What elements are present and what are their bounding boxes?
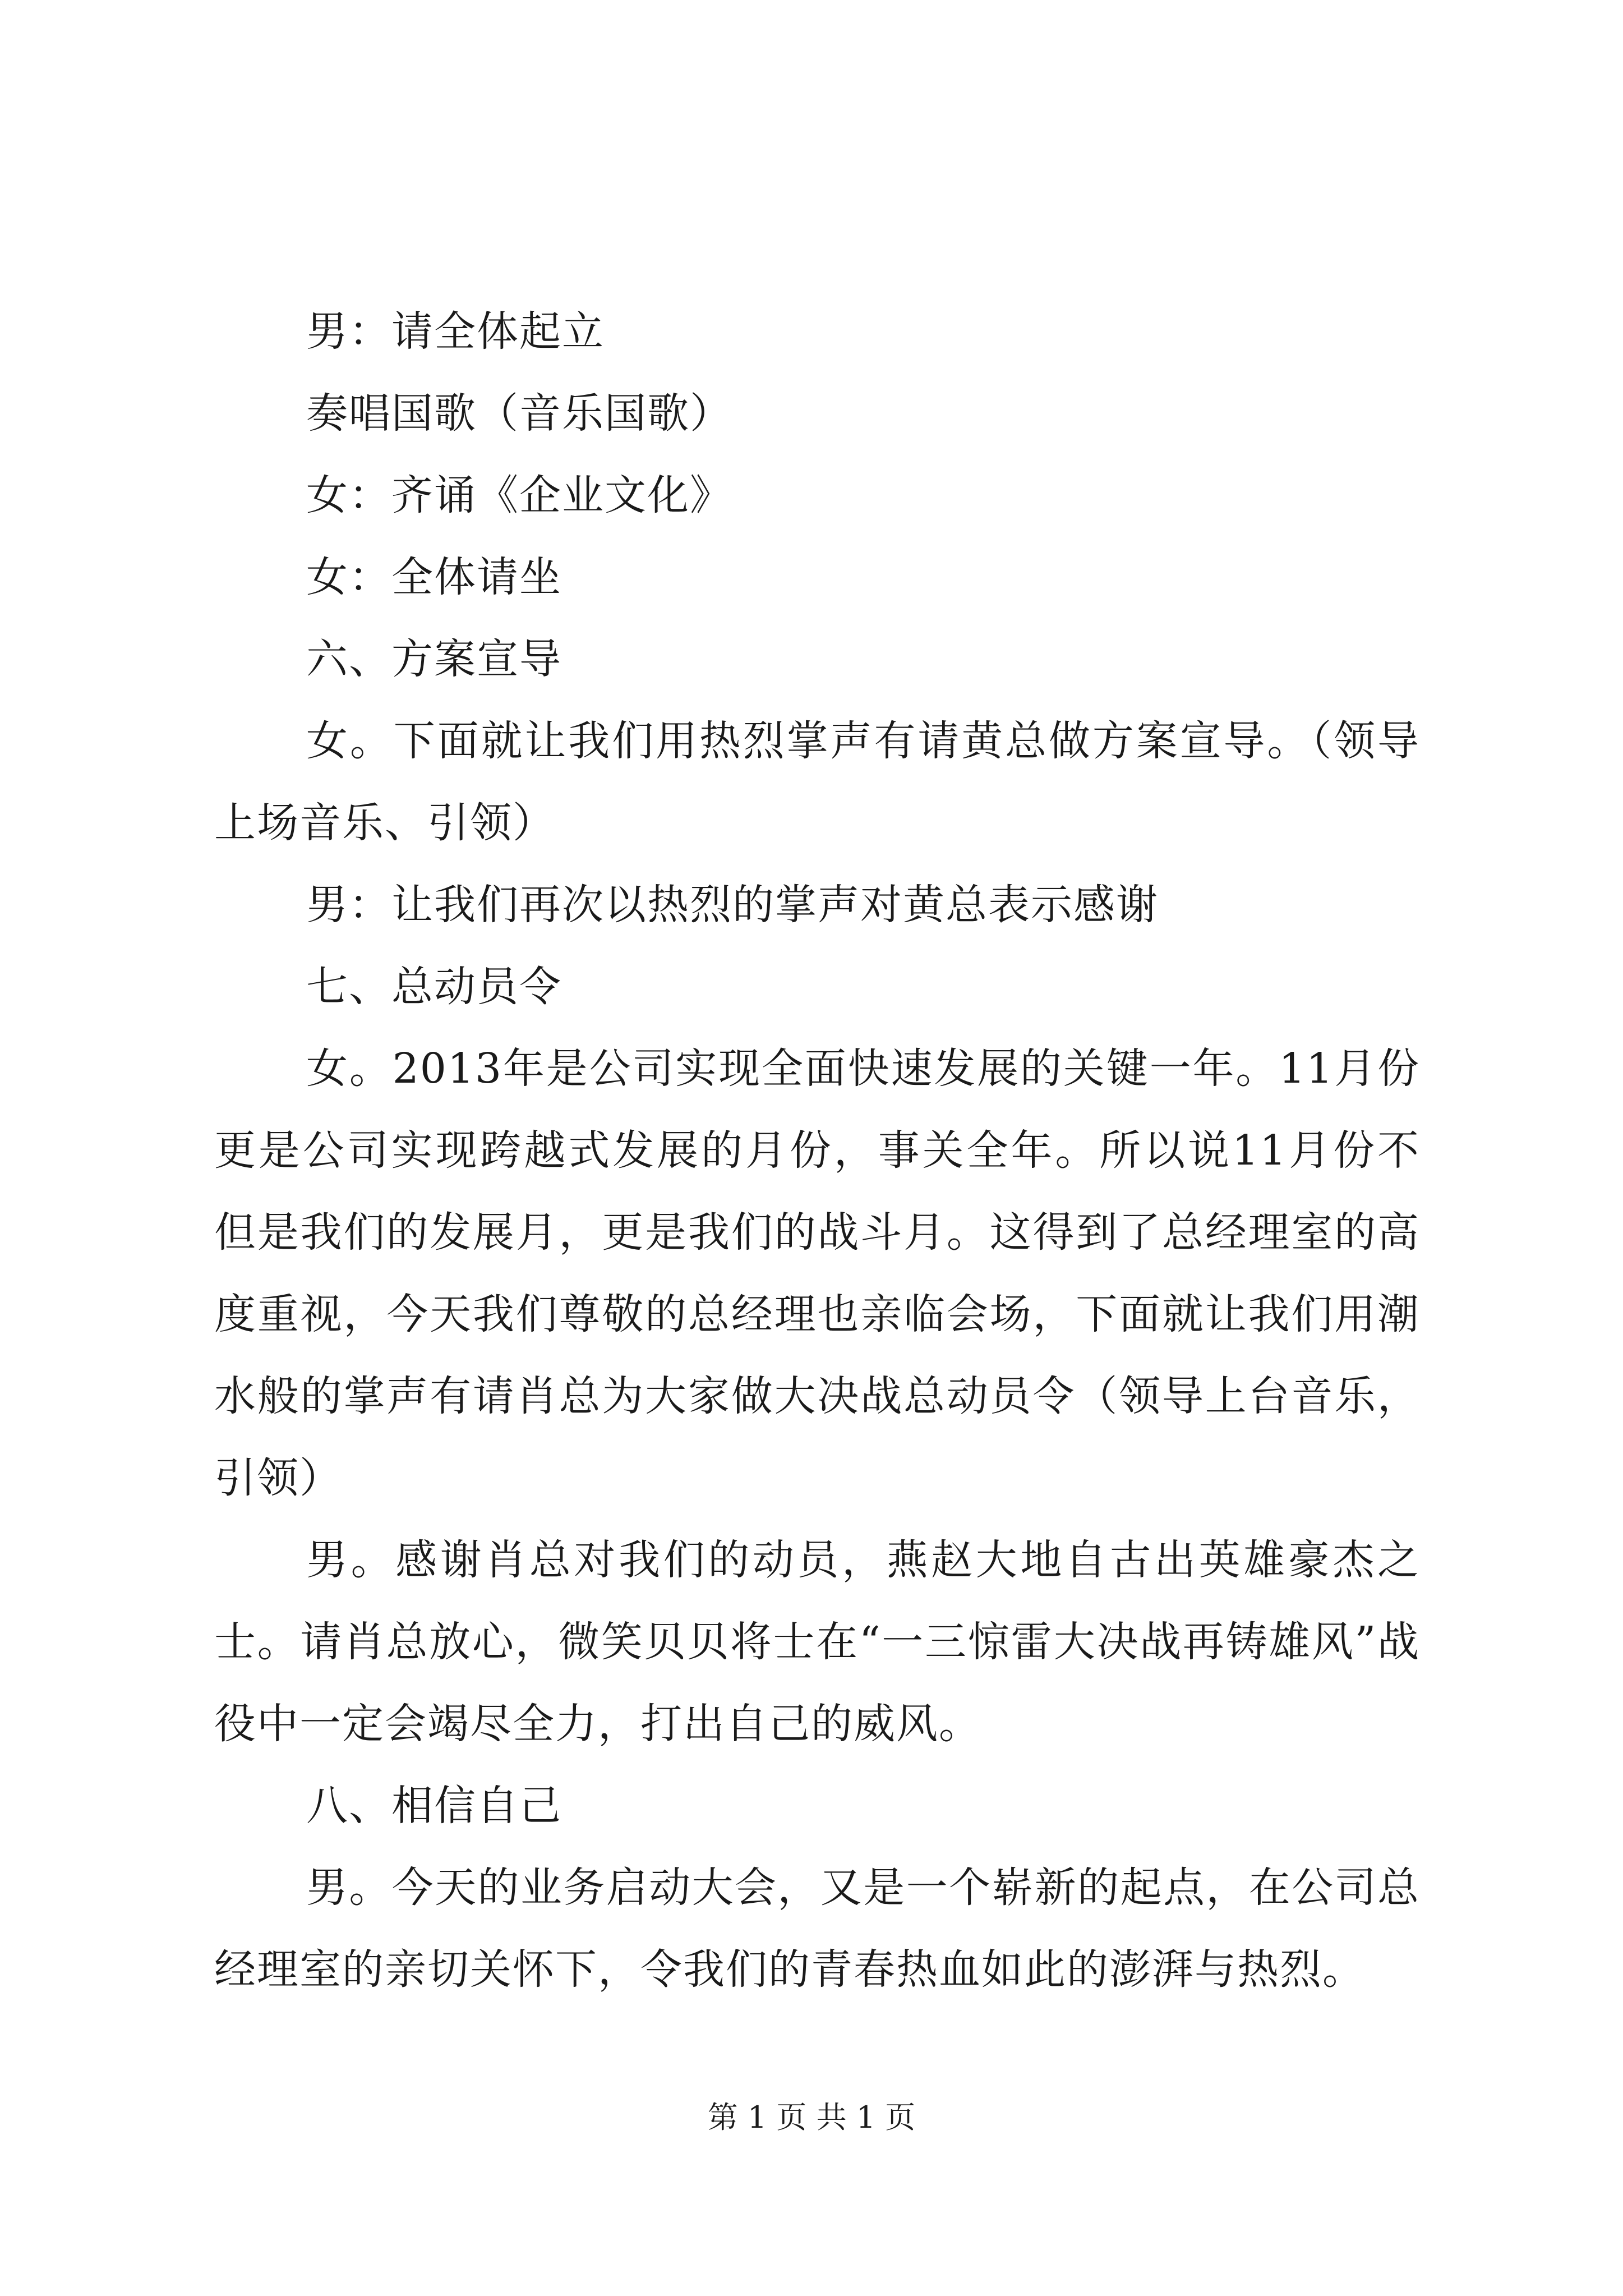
page-footer: 第 1 页 共 1 页	[707, 2100, 916, 2135]
section-heading: 八、相信自己	[306, 1782, 562, 1830]
document-body	[214, 291, 1420, 2010]
paragraph: 奏唱国歌（音乐国歌）	[306, 389, 732, 438]
paragraph: 男：让我们再次以热烈的掌声对黄总表示感谢	[306, 881, 1159, 929]
paragraph: 男。今天的业务启动大会，又是一个崭新的起点，在公司总经理室的亲切关怀下，令我们的青春热血如此的澎湃与热烈。	[214, 1864, 1420, 1994]
paragraph: 男：请全体起立	[306, 307, 605, 356]
section-heading: 六、方案宣导	[306, 635, 562, 683]
paragraph: 女。下面就让我们用热烈掌声有请黄总做方案宣导。（领导上场音乐、引领）	[214, 717, 1420, 847]
paragraph: 男。感谢肖总对我们的动员，燕赵大地自古出英雄豪杰之士。请肖总放心，微笑贝贝将士在“一三惊雷大决战再铸雄风”战役中一定会竭尽全力，打出自己的威风。	[214, 1536, 1420, 1748]
paragraph: 女：全体请坐	[306, 553, 562, 601]
paragraph: 女：齐诵《企业文化》	[306, 471, 732, 519]
paragraph: 女。2013年是公司实现全面快速发展的关键一年。11月份更是公司实现跨越式发展的月份，事关全年。所以说11月份不但是我们的发展月，更是我们的战斗月。这得到了总经理室的高度重视，今天我们尊敬的总经理也亲临会场，下面就让我们用潮水般的掌声有请肖总为大家做大决战总动员令（领导上台音乐，引领）	[214, 1045, 1420, 1502]
section-heading: 七、总动员令	[306, 963, 562, 1011]
